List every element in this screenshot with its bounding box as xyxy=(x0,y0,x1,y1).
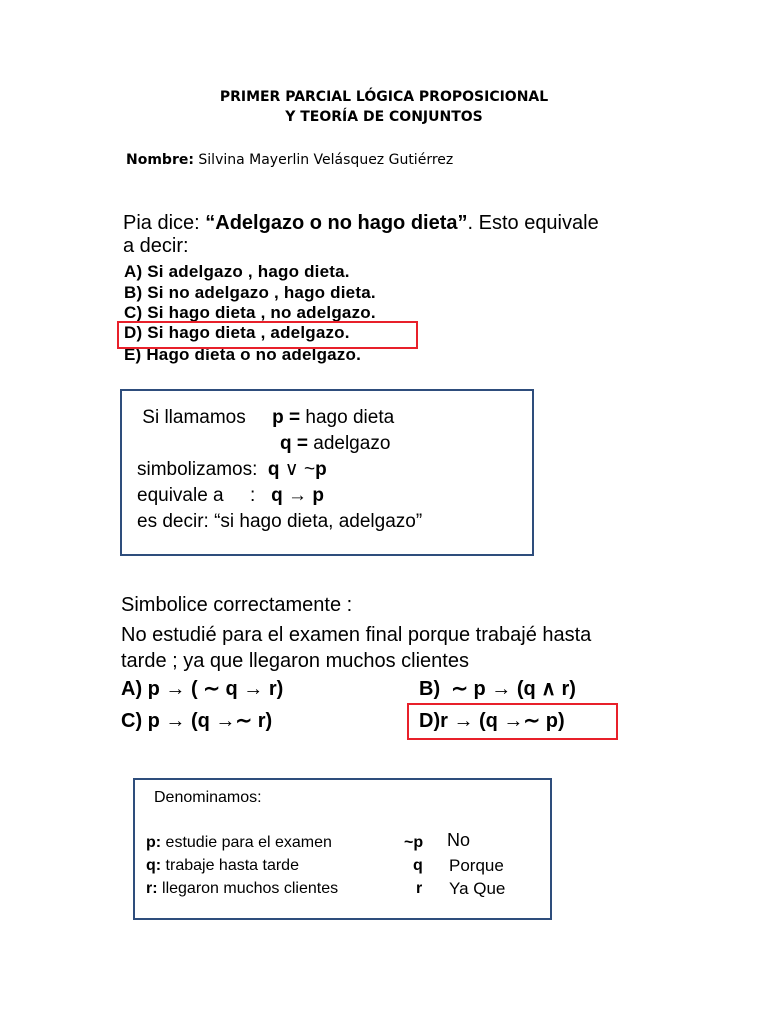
row-p-definition: p: estudie para el examen xyxy=(146,834,332,851)
option-c-formula: C) p → (q →∼ r) xyxy=(121,710,273,732)
p-symbol: p = xyxy=(272,407,301,428)
intro-text-end: . Esto equivale a decir: xyxy=(123,212,599,257)
row-r-definition: r: llegaron muchos clientes xyxy=(146,880,339,897)
question-2-heading: Simbolice correctamente : xyxy=(121,594,353,616)
row-r-connective: Ya Que xyxy=(449,879,506,898)
document-title-line-2: Y TEORÍA DE CONJUNTOS xyxy=(285,109,483,125)
document-title-line-1: PRIMER PARCIAL LÓGICA PROPOSICIONAL xyxy=(219,89,549,105)
selected-answer-highlight-2 xyxy=(407,703,618,740)
symbolization-line: simbolizamos: q ∨ ~p xyxy=(137,459,327,480)
option-d: D) Si hago dieta , adelgazo. xyxy=(124,323,350,342)
row-p-connective: No xyxy=(447,830,471,850)
option-e: E) Hago dieta o no adelgazo. xyxy=(124,345,362,364)
name-label: Nombre: xyxy=(126,152,194,168)
row-q-definition: q: trabaje hasta tarde xyxy=(146,857,299,874)
option-a-formula: A) p → ( ∼ q → r) xyxy=(121,678,284,700)
row-q-connective: Porque xyxy=(449,856,504,875)
question-2-statement: No estudié para el examen final porque trabajé hasta tarde ; ya que llegaron muchos clientes xyxy=(121,624,592,672)
question-1-statement xyxy=(123,212,603,258)
conclusion-line: es decir: “si hago dieta, adelgazo” xyxy=(137,511,423,532)
selected-answer-highlight xyxy=(117,321,418,349)
intro-text: Pia dice: xyxy=(123,212,206,234)
row-r-symbol: r xyxy=(416,880,423,897)
equivalence-line: equivale a : q → p xyxy=(137,485,324,506)
option-d-formula: D)r → (q →∼ p) xyxy=(419,710,565,732)
denomination-heading: Denominamos: xyxy=(154,789,262,806)
quoted-proposition: “Adelgazo o no hago dieta” xyxy=(205,212,468,234)
student-name-line xyxy=(126,152,453,168)
definition-p: Si llamamos p = hago dieta xyxy=(137,407,395,428)
q-symbol: q = xyxy=(280,433,308,454)
option-c: C) Si hago dieta , no adelgazo. xyxy=(124,303,376,322)
option-a: A) Si adelgazo , hago dieta. xyxy=(124,262,350,281)
row-q-symbol: q xyxy=(413,857,423,874)
option-b-formula: B) ∼ p → (q ∧ r) xyxy=(419,678,576,700)
definition-q: q = adelgazo xyxy=(280,433,391,454)
option-b: B) Si no adelgazo , hago dieta. xyxy=(124,283,376,302)
student-name: Silvina Mayerlin Velásquez Gutiérrez xyxy=(193,152,454,168)
row-p-symbol: ~p xyxy=(404,834,424,851)
